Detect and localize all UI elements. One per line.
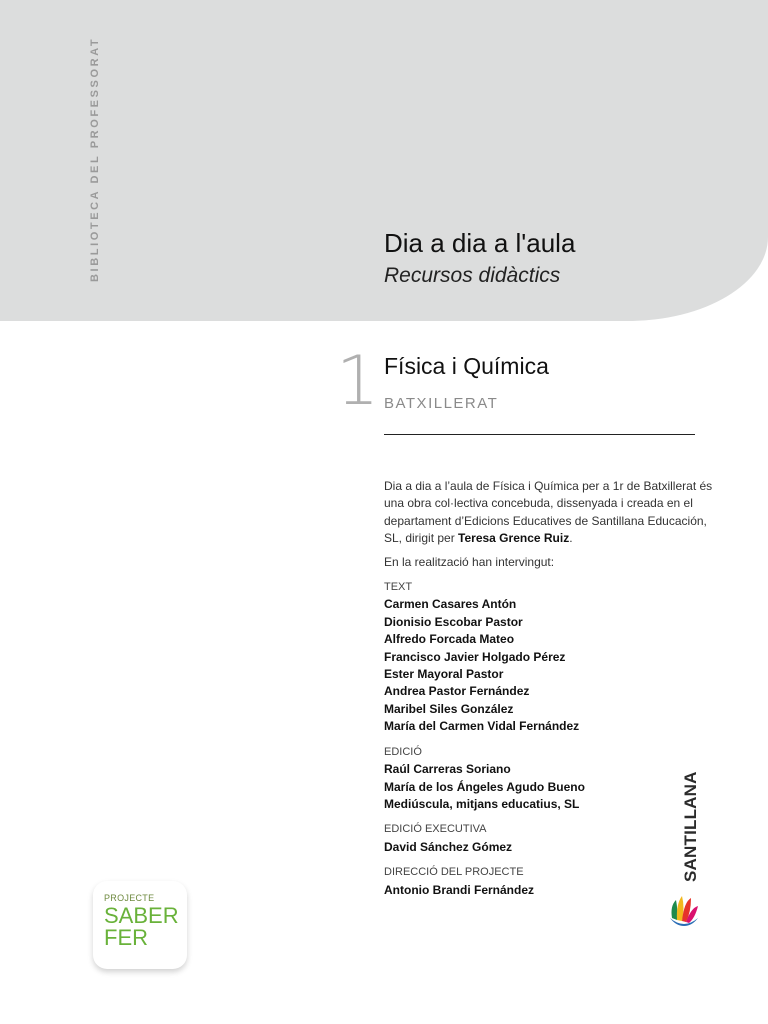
badge-small-label: PROJECTE xyxy=(104,893,155,903)
credits-section-edicio xyxy=(384,744,724,814)
volume-number: 1 xyxy=(336,342,380,421)
credits-section-edicio-executiva xyxy=(384,821,724,856)
section-label: TEXT xyxy=(384,581,413,594)
contributor-name: David Sánchez Gómez xyxy=(384,839,513,854)
contributor-name: Maribel Siles González xyxy=(384,701,514,716)
section-label: EDICIÓ xyxy=(384,745,422,758)
education-level: BATXILLERAT xyxy=(384,395,499,412)
subject-title: Física i Química xyxy=(384,353,549,379)
contributor-name: Mediúscula, mitjans educatius, SL xyxy=(384,796,580,811)
contributor-name: Andrea Pastor Fernández xyxy=(384,684,530,699)
book-title: Dia a dia a l'aula xyxy=(384,228,576,258)
participants-intro: En la realització han intervingut: xyxy=(384,554,555,569)
santillana-logo-icon xyxy=(668,888,700,928)
contributor-name: Francisco Javier Holgado Pérez xyxy=(384,649,566,664)
contributor-name: Dionisio Escobar Pastor xyxy=(384,614,523,629)
series-label: BIBLIOTECA DEL PROFESSORAT xyxy=(89,36,101,282)
credits-block xyxy=(384,478,724,899)
saber-fer-badge xyxy=(93,881,187,969)
section-label: EDICIÓ EXECUTIVA xyxy=(384,823,487,836)
credits-section-text xyxy=(384,579,724,736)
contributor-name: Ester Mayoral Pastor xyxy=(384,667,504,682)
contributor-name: Alfredo Forcada Mateo xyxy=(384,632,515,647)
credits-intro xyxy=(384,478,724,548)
contributor-name: Antonio Brandi Fernández xyxy=(384,882,534,897)
contributor-name: Raúl Carreras Soriano xyxy=(384,762,511,777)
publisher-name: SANTILLANA xyxy=(681,771,700,882)
intro-text: Dia a dia a l’aula de Física i Química per a 1r de Batxillerat és una obra col·lectiva concebuda, dissenyada i creada en el departament d’Edicions Educatives de Santillana Educación, SL, dirigit per xyxy=(384,479,713,546)
badge-line-2: FER xyxy=(104,925,148,950)
contributor-name: María del Carmen Vidal Fernández xyxy=(384,719,580,734)
badge-line-1: SABER xyxy=(104,903,179,928)
contributor-name: María de los Ángeles Agudo Bueno xyxy=(384,779,585,794)
director-name: Teresa Grence Ruiz xyxy=(458,531,570,546)
divider xyxy=(384,434,695,435)
section-label: DIRECCIÓ DEL PROJECTE xyxy=(384,866,524,879)
intro-end: . xyxy=(569,531,573,546)
contributor-name: Carmen Casares Antón xyxy=(384,597,517,612)
book-subtitle: Recursos didàctics xyxy=(384,264,561,287)
